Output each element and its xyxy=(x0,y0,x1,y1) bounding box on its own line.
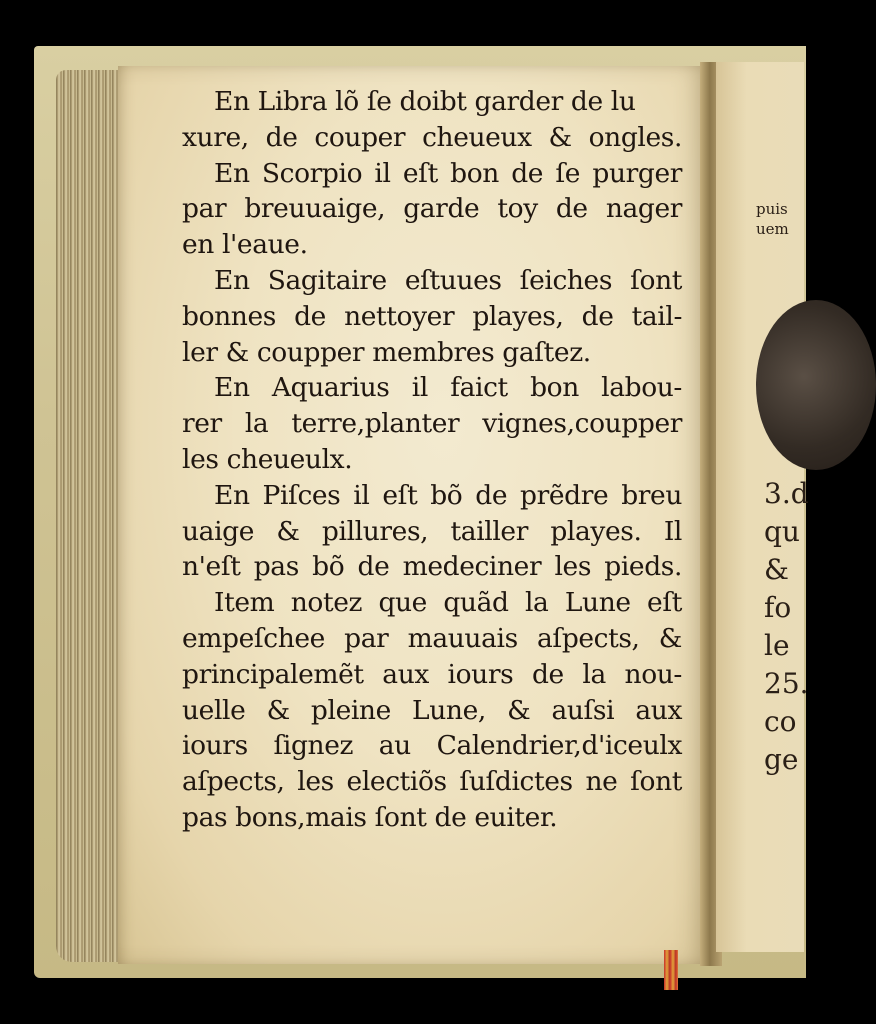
text-line: rer la terre,planter vignes,coupper xyxy=(182,408,682,440)
right-page-text-fragment: puis xyxy=(756,200,788,218)
text-line: ler & coupper membres gaſtez. xyxy=(182,336,591,368)
text-line: principalemẽt aux iours de la nou- xyxy=(182,658,682,690)
text-line: En Sagitaire eſtuues ſeiches ſont xyxy=(214,264,682,296)
text-line: uaige & pillures, tailler playes. Il xyxy=(182,515,682,547)
text-line: les cheueulx. xyxy=(182,443,353,475)
text-line: uelle & pleine Lune, & auſsi aux xyxy=(182,694,682,726)
astronomical-illustration xyxy=(756,300,876,470)
right-page xyxy=(716,62,809,952)
right-page-text-fragment: uem xyxy=(756,220,789,238)
text-line: En Libra lõ ſe doibt garder de lu xyxy=(214,86,636,117)
bookmark-ribbon xyxy=(664,950,678,990)
text-line: Item notez que quãd la Lune eſt xyxy=(214,587,682,619)
right-page-text-fragment: co xyxy=(764,705,797,738)
left-page-text xyxy=(182,84,682,836)
text-line: bonnes de nettoyer playes, de tail- xyxy=(182,300,682,332)
right-page-text-fragment: ge xyxy=(764,743,799,776)
text-line: iours ſignez au Calendrier,d'iceulx xyxy=(182,730,682,762)
text-line: pas bons,mais ſont de euiter. xyxy=(182,801,558,833)
text-line: En Piſces il eſt bõ de prẽdre breu xyxy=(214,479,682,511)
right-page-text-fragment: & xyxy=(764,553,789,586)
right-page-text-fragment: fo xyxy=(764,591,792,624)
right-page-text-fragment: le xyxy=(764,629,790,662)
text-line: par breuuaige, garde toy de nager xyxy=(182,193,682,225)
right-page-text-fragment: 3.d xyxy=(764,477,809,510)
text-line: aſpects, les electiõs ſuſdictes ne ſont xyxy=(182,766,682,798)
text-line: xure, de couper cheueux & ongles. xyxy=(182,121,682,153)
text-line: empeſchee par mauuais aſpects, & xyxy=(182,622,682,654)
text-line: En Aquarius il faict bon labou- xyxy=(214,372,682,404)
right-page-text-fragment: qu xyxy=(764,515,800,548)
text-line: en l'eaue. xyxy=(182,229,308,261)
text-line: En Scorpio il eſt bon de ſe purger xyxy=(214,157,682,189)
text-line: n'eſt pas bõ de medeciner les pieds. xyxy=(182,551,682,583)
right-page-text-fragment: 25. xyxy=(764,667,809,700)
